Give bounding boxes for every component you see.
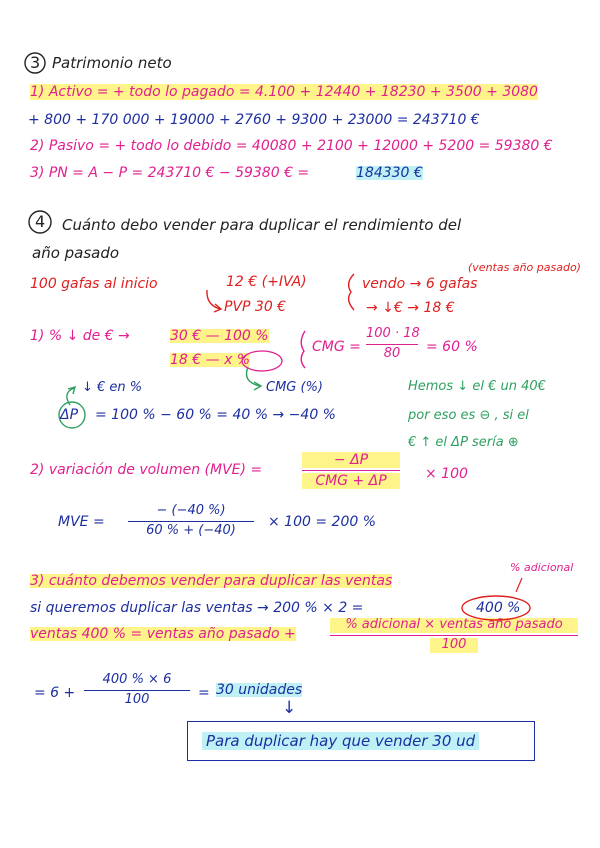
bajada-precio: → ↓€ → 18 € (366, 300, 455, 316)
mve-fraction (128, 504, 254, 539)
price-iva: 12 € (+IVA) (226, 274, 307, 290)
section-3-number: 3 (30, 53, 41, 72)
final-denominator: 100 (124, 691, 150, 707)
pasivo-line: 2) Pasivo = + todo lo debido = 40080 + 2100 + 12000 + 5200 = 59380 € (30, 138, 553, 154)
cmg-result: = 60 % (426, 339, 478, 355)
note-por-eso-negativo: por eso es ⊖ , si el (408, 408, 529, 423)
pvp-price: PVP 30 € (224, 299, 287, 315)
ventas-denominator: 100 (430, 638, 478, 653)
step1-label: 1) % ↓ de € → (30, 328, 130, 344)
mve-formula-fraction (302, 452, 400, 489)
gafas-inicio: 100 gafas al inicio (30, 276, 158, 292)
note-seria-positivo: € ↑ el ΔP sería ⊕ (408, 435, 519, 450)
arrow-green-cmg-icon (247, 367, 261, 386)
section-4-title-line1: Cuánto debo vender para duplicar el rendimiento del (62, 216, 462, 234)
mve-result: × 100 = 200 % (268, 514, 377, 530)
answer-box (187, 721, 535, 761)
ventas-fraction (330, 618, 578, 653)
cmg-fraction (366, 327, 418, 362)
activo-line (30, 85, 538, 99)
ventas-numerator: % adicional × ventas año pasado (330, 618, 578, 633)
delta-p-symbol: ΔP (60, 407, 79, 423)
section-3-title: Patrimonio neto (52, 54, 172, 72)
annotation-euro-percent: ↓ € en % (82, 380, 143, 395)
mve-label: MVE = (58, 514, 105, 530)
ventas-ano-pasado-note: (ventas año pasado) (468, 261, 581, 274)
answer-text: Para duplicar hay que vender 30 ud (202, 732, 479, 750)
cmg-denominator: 80 (383, 345, 401, 361)
step1-rule-b: 18 € — x % (170, 352, 251, 368)
final-numerator: 400 % × 6 (102, 672, 172, 687)
duplicar-line: si queremos duplicar las ventas → 200 % × 2 = (30, 600, 364, 616)
activo-continuation: + 800 + 170 000 + 19000 + 2760 + 9300 + 23000 = 243710 € (28, 112, 480, 128)
arrow-pvp-icon (207, 290, 220, 309)
mve-denominator: 60 % + (−40) (146, 522, 236, 538)
cmg-label: CMG = (312, 339, 361, 355)
arrow-green-left-icon (67, 388, 74, 405)
final-equals: = (198, 685, 210, 701)
step1-rule-a: 30 € — 100 % (170, 328, 269, 344)
adicional-note: % adicional (510, 561, 574, 574)
arrow-down-icon: ↓ (282, 698, 297, 718)
brace-cmg-icon (301, 331, 305, 368)
delta-p-equation: = 100 % − 60 % = 40 % → −40 % (95, 407, 336, 423)
mve-numerator: − (−40 %) (156, 503, 226, 518)
final-start: = 6 + (34, 685, 76, 701)
pn-line: 3) PN = A − P = 243710 € − 59380 € = (30, 165, 310, 181)
section-4-title-line2: año pasado (32, 244, 120, 262)
final-fraction (84, 673, 190, 708)
activo-text: 1) Activo = + todo lo pagado = 4.100 + 12440 + 18230 + 3500 + 3080 (30, 84, 538, 100)
step3-label: 3) cuánto debemos vender para duplicar las ventas (30, 573, 393, 589)
vendo-gafas: vendo → 6 gafas (362, 276, 478, 292)
duplicar-result: 400 % (476, 600, 521, 616)
section-4-number: 4 (35, 212, 46, 231)
cmg-numerator: 100 · 18 (366, 326, 420, 341)
mve-formula-times: × 100 (425, 466, 468, 482)
mve-formula-denominator: CMG + ΔP (302, 473, 400, 489)
ventas-equation: ventas 400 % = ventas año pasado + (30, 626, 296, 642)
final-result: 30 unidades (216, 682, 303, 698)
step2-label: 2) variación de volumen (MVE) = (30, 462, 263, 478)
note-hemos-bajado: Hemos ↓ el € un 40€ (408, 379, 546, 394)
brace-ventas-icon (349, 274, 354, 310)
pn-result: 184330 € (356, 165, 423, 181)
annotation-cmg-percent: CMG (%) (266, 380, 323, 395)
mve-formula-numerator: − ΔP (302, 452, 400, 468)
